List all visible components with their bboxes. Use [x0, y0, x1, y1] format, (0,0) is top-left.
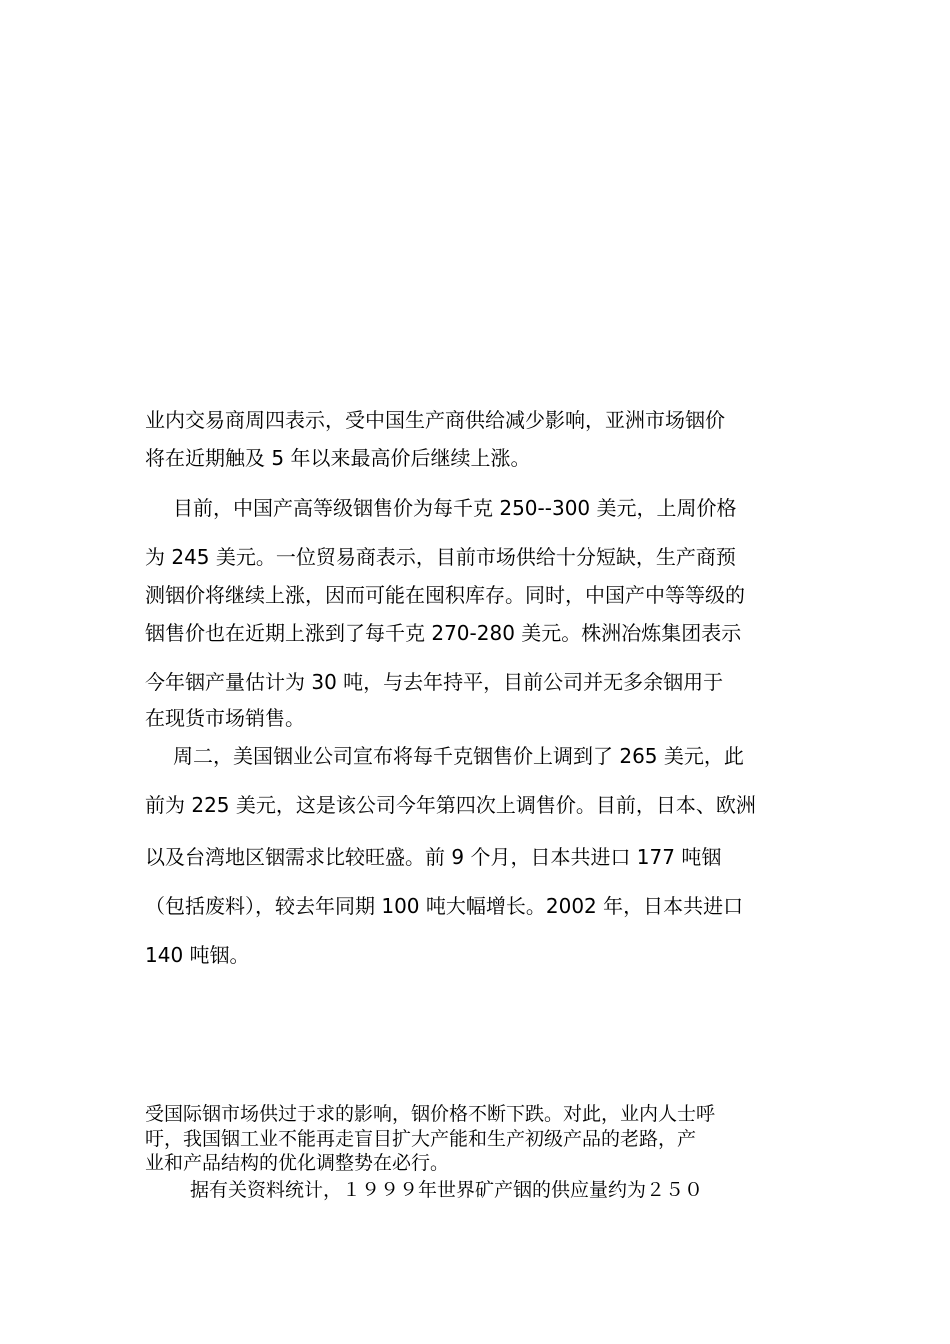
paragraph-line: 为 245 美元。一位贸易商表示，目前市场供给十分短缺，生产商预	[145, 545, 736, 569]
paragraph-line: 业内交易商周四表示，受中国生产商供给减少影响，亚洲市场铟价	[145, 408, 725, 432]
paragraph-line: 将在近期触及 5 年以来最高价后继续上涨。	[145, 446, 531, 470]
paragraph-line: 在现货市场销售。	[145, 706, 305, 730]
paragraph-line: 以及台湾地区铟需求比较旺盛。前 9 个月，日本共进口 177 吨铟	[145, 845, 722, 869]
paragraph-line: 受国际铟市场供过于求的影响，铟价格不断下跌。对此，业内人士呼	[145, 1103, 716, 1125]
paragraph-line: 目前，中国产高等级铟售价为每千克 250--300 美元，上周价格	[173, 496, 737, 520]
paragraph-line: 吁，我国铟工业不能再走盲目扩大产能和生产初级产品的老路，产	[145, 1128, 697, 1150]
paragraph-line: 铟售价也在近期上涨到了每千克 270-280 美元。株洲冶炼集团表示	[145, 621, 742, 645]
paragraph-line: 周二，美国铟业公司宣布将每千克铟售价上调到了 265 美元，此	[173, 744, 744, 768]
paragraph-line: 据有关资料统计，１９９９年世界矿产铟的供应量约为２５０	[190, 1179, 704, 1201]
paragraph-line: 140 吨铟。	[145, 943, 250, 967]
paragraph-line: 测铟价将继续上涨，因而可能在囤积库存。同时，中国产中等等级的	[145, 583, 745, 607]
paragraph-line: 业和产品结构的优化调整势在必行。	[145, 1152, 450, 1174]
paragraph-line: 前为 225 美元，这是该公司今年第四次上调售价。目前，日本、欧洲	[145, 793, 756, 817]
paragraph-line: 今年铟产量估计为 30 吨，与去年持平，目前公司并无多余铟用于	[145, 670, 724, 694]
paragraph-line: （包括废料），较去年同期 100 吨大幅增长。2002 年，日本共进口	[145, 894, 744, 918]
